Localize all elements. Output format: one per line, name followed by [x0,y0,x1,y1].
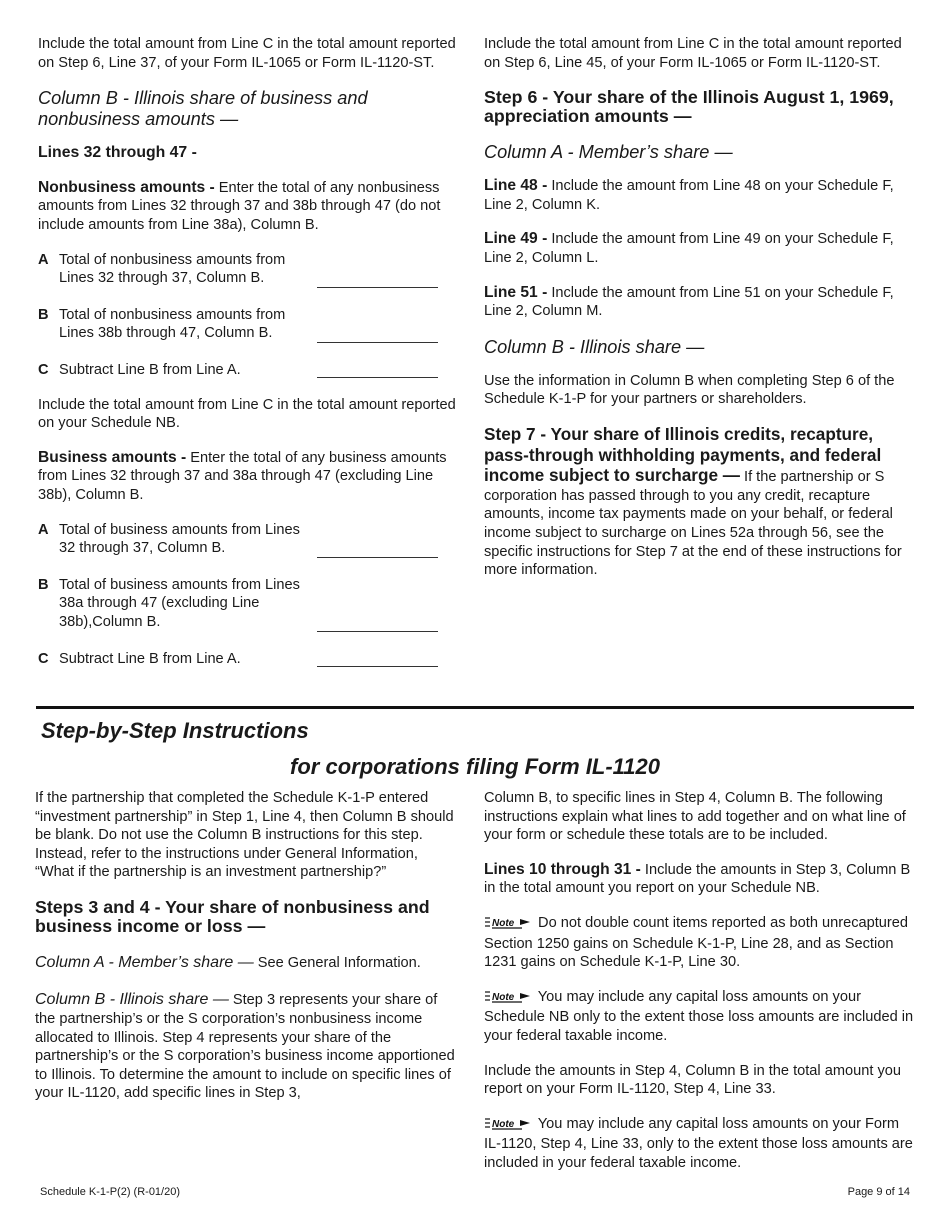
column-b-heading: Column B - Illinois share of business and nonbusiness amounts — [38,88,368,130]
row-text: Subtract Line B from Line A. [59,650,241,667]
svg-text:Note: Note [492,991,515,1003]
step-7-paragraph: Step 7 - Your share of Illinois credits, recapture, pass-through withholding payments, and federal income subject to surcharge — If the partnership or S corporation has passed through to you any credit, recapture amounts, income tax payments made on your behalf, or federal income subject to surcharge on Lines 52a through 56, see the specific instructions for Step 7 at the end of these instructions for more information. [484,423,902,579]
section-divider [36,706,914,709]
section-subtitle: for corporations filing Form IL-1120 [290,754,660,779]
paragraph: If the partnership that completed the Schedule K-1-P entered “investment partnership” in Step 1, Line 4, then Column B should be blank. Do not use the Column B instructions for this step. Instead, refer to the instructions under General Information, “What if the partnership is an investment partnership?” [35,790,454,881]
row-letter: A [38,521,49,538]
section-title: Step-by-Step Instructions [41,718,309,743]
note-icon [484,989,532,1009]
paragraph: Use the information in Column B when completing Step 6 of the Schedule K-1-P for your partners or shareholders. [484,372,895,408]
nonbusiness-paragraph: Nonbusiness amounts - Enter the total of any nonbusiness amounts from Lines 32 through 37 and 38b through 47 (do not include amounts from Line 38a), Column B. [38,178,441,233]
note-paragraph: Note You may include any capital loss amounts on your Schedule NB only to the extent those loss amounts are included in your federal taxable income. [484,988,914,1044]
row-text: Total of business amounts from Lines 32 through 37, Column B. [59,521,300,557]
step-6-heading: Step 6 - Your share of the Illinois August 1, 1969, appreciation amounts — [484,87,894,127]
note-paragraph: Note Do not double count items reported as both unrecaptured Section 1250 gains on Schedule K-1-P, Line 28, and as Section 1231 gains on Schedule K-1-P, Line 30. [484,914,909,971]
row-letter: A [38,251,49,268]
column-4 [484,789,914,1189]
page-number: Page 9 of 14 [847,1186,910,1198]
line-49-paragraph: Line 49 - Include the amount from Line 49 on your Schedule F, Line 2, Column L. [484,230,894,266]
row-letter: C [38,361,49,378]
worksheet-row-c [38,650,466,669]
worksheet-row-a [38,521,466,560]
worksheet-row-c [38,361,466,380]
paragraph: Column B, to specific lines in Step 4, Column B. The following instructions explain what lines to add together and on what line of your form or schedule these totals are to be included. [484,790,906,844]
svg-text:Note: Note [492,1118,515,1130]
nonbusiness-lead: Nonbusiness amounts - [38,178,215,196]
business-lead: Business amounts - [38,448,187,466]
step-7-heading: Step 7 - Your share of Illinois credits, recapture, pass-through withholding payments, and federal income subject to surcharge — [484,423,882,486]
row-text: Total of nonbusiness amounts from Lines 38b through 47, Column B. [59,306,286,342]
steps-3-4-heading: Steps 3 and 4 - Your share of nonbusiness and business income or loss — [35,896,430,936]
entry-line [317,286,438,288]
column-b-heading: Column B - Illinois share — [484,336,705,357]
column-b-paragraph: Column B - Illinois share — Step 3 represents your share of the partnership’s or the S corporation’s nonbusiness income allocated to Illinois. Step 4 represents your share of the partnership’s or the S corporation’s business income apportioned to Illinois. To determine the amount to include on specific lines of your IL-1120, add specific lines in Step 3, [35,990,455,1102]
note-icon [484,915,532,935]
entry-line [317,341,438,343]
entry-line [317,665,438,667]
business-paragraph: Business amounts - Enter the total of any business amounts from Lines 32 through 37 and 38a through 47 (excluding Line 38b), Column B. [38,448,447,503]
worksheet-row-a [38,251,466,290]
row-letter: B [38,576,49,593]
lines-32-47-heading: Lines 32 through 47 - [38,144,197,162]
entry-line [317,556,438,558]
column-2 [484,35,914,596]
form-id: Schedule K-1-P(2) (R-01/20) [40,1186,181,1198]
column-1 [38,35,466,685]
paragraph: Include the total amount from Line C in the total amount reported on Step 6, Line 37, of your Form IL-1065 or Form IL-1120-ST. [38,36,456,71]
worksheet-row-b [38,306,466,345]
svg-text:Note: Note [492,917,515,929]
column-a-heading: Column A - Member’s share — [484,142,733,163]
column-3 [35,789,457,1119]
line-51-paragraph: Line 51 - Include the amount from Line 51 on your Schedule F, Line 2, Column M. [484,283,894,320]
paragraph: Include the amounts in Step 4, Column B in the total amount you report on your Form IL-1120, Step 4, Line 33. [484,1062,901,1098]
row-letter: C [38,650,49,667]
worksheet-row-b [38,576,466,634]
paragraph: Include the total amount from Line C in the total amount reported on Step 6, Line 45, of your Form IL-1065 or Form IL-1120-ST. [484,36,902,71]
entry-line [317,376,438,378]
lines-10-31-paragraph: Lines 10 through 31 - Include the amounts in Step 3, Column B in the total amount you report on your Schedule NB. [484,860,911,897]
entry-line [317,630,438,632]
row-letter: B [38,306,49,323]
line-48-paragraph: Line 48 - Include the amount from Line 48 on your Schedule F, Line 2, Column K. [484,177,894,213]
row-text: Subtract Line B from Line A. [59,361,241,378]
note-icon [484,1116,532,1136]
note-paragraph: Note You may include any capital loss amounts on your Form IL-1120, Step 4, Line 33, only to the extent those loss amounts are included in your federal taxable income. [484,1115,913,1171]
column-a-paragraph: Column A - Member’s share — See General Information. [35,953,421,971]
row-text: Total of business amounts from Lines 38a through 47 (excluding Line 38b),Column B. [59,576,300,630]
row-text: Total of nonbusiness amounts from Lines 32 through 37, Column B. [59,251,286,287]
paragraph: Include the total amount from Line C in the total amount reported on your Schedule NB. [38,396,456,432]
